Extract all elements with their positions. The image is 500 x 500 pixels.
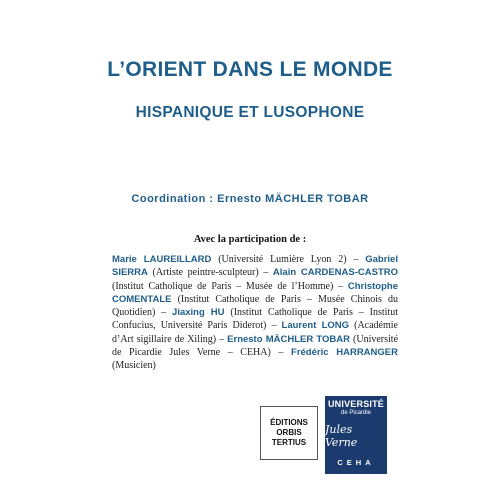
participant-name: Frédéric HARRANGER (291, 347, 398, 359)
participant-name: Laurent LONG (281, 320, 350, 332)
university-subtitle: de Picardie (340, 410, 372, 416)
participant-affiliation: (Académie d’Art sigillaire de Xiling) – (112, 320, 398, 345)
participant-affiliation: (Institut Catholique de Paris – Musée Chinois du Quotidien) – (112, 293, 398, 319)
participant-affiliation: (Institut Catholique de Paris – Musée de l’Homme) – (112, 280, 348, 292)
book-title-line1: L’ORIENT DANS LE MONDE (107, 58, 393, 81)
participant-affiliation: (Artiste peintre-sculpteur) – (147, 267, 273, 279)
participant-name: Marie LAUREILLARD (112, 254, 212, 265)
coordination-line: Coordination : Ernesto MÄCHLER TOBAR (131, 193, 369, 205)
university-name: UNIVERSITÉ (327, 399, 384, 409)
participant-name: Ernesto MÄCHLER TOBAR (227, 333, 350, 345)
participant-name: Jiaxing HU (172, 307, 225, 319)
university-logo (325, 396, 387, 474)
participant-affiliation: (Université de Picardie Jules Verne – CEHA) – (112, 333, 399, 359)
university-signature: Jules Verne (325, 423, 358, 449)
participant-affiliation: (Institut Catholique de Paris – Institut Confucius, Université Paris Diderot) – (112, 307, 398, 332)
participants-paragraph (112, 253, 398, 373)
publisher-logo (260, 406, 318, 460)
university-unit: CEHA (337, 458, 375, 467)
publisher-line2: ORBIS (276, 428, 302, 437)
participant-name: Gabriel SIERRA (112, 254, 398, 279)
publisher-line1: ÉDITIONS (270, 418, 308, 427)
participant-name: Christophe COMENTALE (112, 280, 398, 305)
participant-affiliation: (Musicien) (112, 360, 156, 372)
participation-heading: Avec la participation de : (193, 234, 307, 245)
book-title-line2: HISPANIQUE ET LUSOPHONE (135, 104, 365, 121)
participant-affiliation: (Université Lumière Lyon 2) – (211, 254, 366, 265)
publisher-line3: TERTIUS (271, 438, 307, 447)
participant-name: Alain CARDENAS-CASTRO (272, 267, 398, 279)
